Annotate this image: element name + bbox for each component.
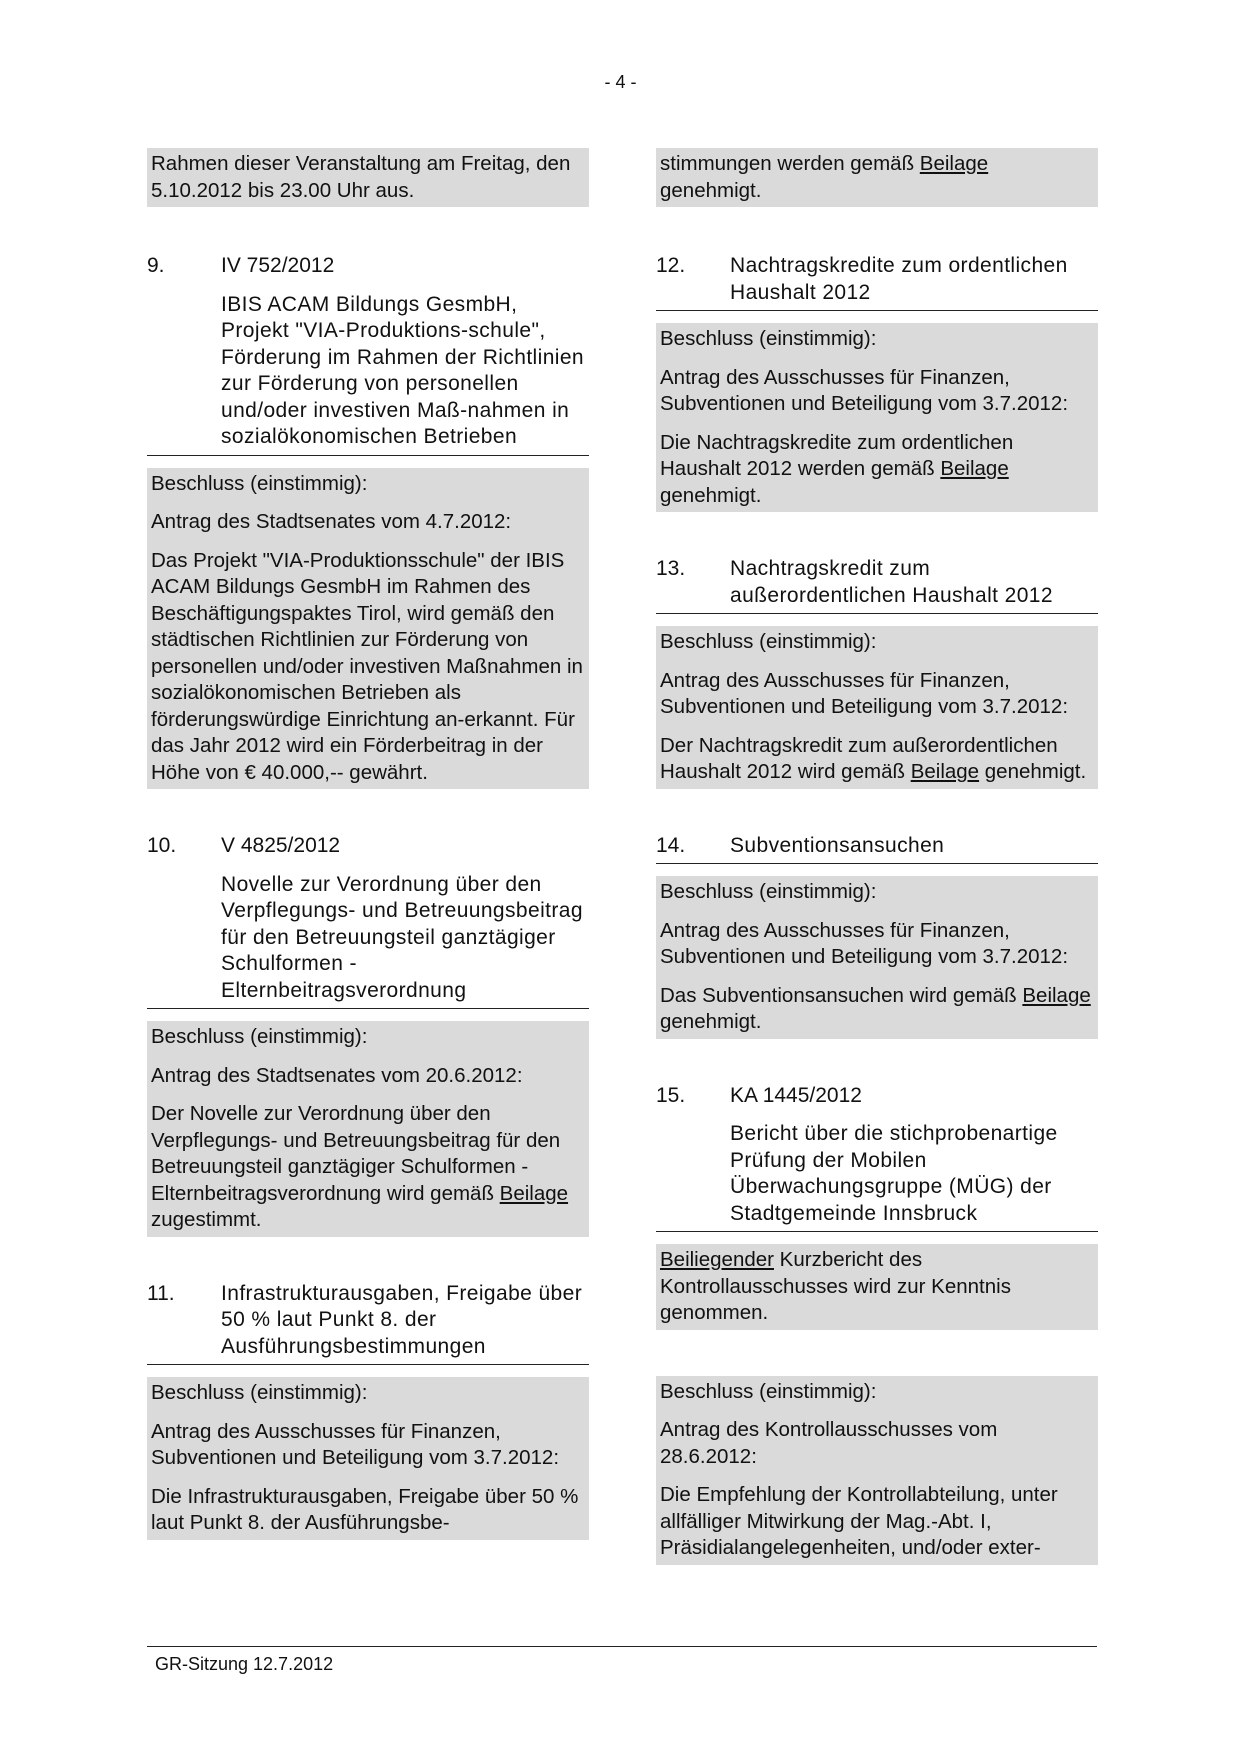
continued-text: stimmungen werden gemäß Beilage genehmigt. — [660, 152, 989, 202]
agenda-item-15 — [656, 1083, 1098, 1565]
resolution-text: Das Projekt "VIA-Produktionsschule" der IBIS ACAM Bildungs GesmbH im Rahmen des Beschäftigungspaktes Tirol, wird gemäß den städtischen Richtlinien zur Förderung von personellen und/oder investiven Maßnahmen in sozialökonomischen Betrieben als förderungswürdige Einrichtung an-erkannt. Für das Jahr 2012 wird ein Förderbeitrag in der Höhe von € 40.000,-- gewährt. — [151, 548, 583, 784]
item-header — [656, 833, 1098, 860]
resolution-box — [656, 626, 1098, 789]
agenda-item-12 — [656, 253, 1098, 512]
motion-label: Antrag des Stadtsenates vom 20.6.2012: — [151, 1063, 523, 1087]
item-title: Subventionsansuchen — [730, 833, 945, 857]
attachment-link[interactable]: Beilage — [910, 760, 980, 783]
attachment-link[interactable]: Beilage — [1022, 983, 1091, 1007]
resolution-label: Beschluss (einstimmig): — [151, 1025, 368, 1048]
agenda-item-13 — [656, 556, 1098, 789]
motion-label: Antrag des Kontrollausschusses vom 28.6.2012: — [660, 1418, 998, 1468]
resolution-label: Beschluss (einstimmig): — [151, 1381, 368, 1404]
resolution-label: Beschluss (einstimmig): — [660, 880, 877, 903]
footer-text: GR-Sitzung 12.7.2012 — [155, 1654, 334, 1674]
divider — [147, 455, 589, 456]
resolution-box — [656, 323, 1098, 512]
divider — [147, 1008, 589, 1009]
item-title: Nachtragskredite zum ordentlichen Haushalt 2012 — [730, 254, 1068, 304]
item-number: 12. — [656, 254, 686, 277]
resolution-box — [656, 876, 1098, 1039]
resolution-label: Beschluss (einstimmig): — [660, 327, 877, 350]
agenda-item-11 — [147, 1281, 589, 1540]
agenda-item-9 — [147, 253, 589, 789]
resolution-text: Die Nachtragskredite zum ordentlichen Haushalt 2012 werden gemäß Beilage genehmigt. — [660, 430, 1014, 507]
item-header — [656, 1083, 1098, 1228]
item-title: Nachtragskredit zum außerordentlichen Haushalt 2012 — [730, 557, 1053, 607]
resolution-text: Der Nachtragskredit zum außerordentlichen Haushalt 2012 wird gemäß Beilage genehmigt. — [660, 733, 1087, 783]
item-title: Infrastrukturausgaben, Freigabe über 50 % laut Punkt 8. der Ausführungsbestimmungen — [221, 1281, 583, 1358]
item-title: Bericht über die stichprobenartige Prüfung der Mobilen Überwachungsgruppe (MÜG) der Stadtgemeinde Innsbruck — [730, 1122, 1058, 1225]
item-number: 10. — [147, 834, 177, 857]
item-number: 9. — [147, 254, 165, 277]
continued-text-box — [656, 148, 1098, 207]
attachment-link[interactable]: Beilage — [919, 152, 989, 175]
item-header — [147, 253, 589, 451]
note-box — [656, 1244, 1098, 1330]
resolution-label: Beschluss (einstimmig): — [660, 1379, 877, 1403]
resolution-box — [147, 1021, 589, 1237]
continued-text: Rahmen dieser Veranstaltung am Freitag, den 5.10.2012 bis 23.00 Uhr aus. — [151, 152, 571, 202]
note-text: Beiliegender Kurzbericht des Kontrollausschusses wird zur Kenntnis genommen. — [660, 1248, 1011, 1324]
item-code: IV 752/2012 — [221, 254, 335, 277]
attachment-link[interactable]: Beiliegender — [660, 1248, 774, 1271]
resolution-box — [147, 1377, 589, 1540]
resolution-label: Beschluss (einstimmig): — [151, 471, 368, 495]
motion-label: Antrag des Ausschusses für Finanzen, Subventionen und Beteiligung vom 3.7.2012: — [660, 918, 1069, 968]
resolution-text: Die Infrastrukturausgaben, Freigabe über 50 % laut Punkt 8. der Ausführungsbe- — [151, 1484, 579, 1534]
item-code: KA 1445/2012 — [730, 1083, 862, 1107]
left-column — [147, 148, 589, 1540]
divider — [656, 863, 1098, 864]
motion-label: Antrag des Stadtsenates vom 4.7.2012: — [151, 510, 512, 533]
motion-label: Antrag des Ausschusses für Finanzen, Subventionen und Beteiligung vom 3.7.2012: — [660, 365, 1069, 415]
item-title: Novelle zur Verordnung über den Verpflegungs- und Betreuungsbeitrag für den Betreuungsteil ganztägiger Schulformen - Elternbeitragsverordnung — [221, 872, 583, 1002]
attachment-link[interactable]: Beilage — [499, 1181, 569, 1205]
attachment-link[interactable]: Beilage — [940, 457, 1009, 480]
footer-divider — [147, 1646, 1097, 1647]
resolution-text: Die Empfehlung der Kontrollabteilung, unter allfälliger Mitwirkung der Mag.-Abt. I, Präsidialangelegenheiten, und/oder exter- — [660, 1483, 1058, 1559]
resolution-text: Das Subventionsansuchen wird gemäß Beilage genehmigt. — [660, 983, 1091, 1033]
continued-text-box — [147, 148, 589, 207]
item-number: 15. — [656, 1083, 686, 1107]
agenda-item-10 — [147, 833, 589, 1237]
resolution-box — [656, 1376, 1098, 1565]
divider — [656, 310, 1098, 311]
item-code: V 4825/2012 — [221, 834, 341, 857]
item-title: IBIS ACAM Bildungs GesmbH, Projekt "VIA-Produktions-schule", Förderung im Rahmen der Richtlinien zur Förderung von personellen und/oder investiven Maß-nahmen in sozialökonomischen Betrieben — [221, 292, 584, 448]
item-number: 11. — [147, 1281, 175, 1305]
item-number: 13. — [656, 557, 686, 580]
divider — [147, 1364, 589, 1365]
divider — [656, 613, 1098, 614]
resolution-box — [147, 468, 589, 790]
motion-label: Antrag des Ausschusses für Finanzen, Subventionen und Beteiligung vom 3.7.2012: — [660, 668, 1069, 718]
resolution-text: Der Novelle zur Verordnung über den Verpflegungs- und Betreuungsbeitrag für den Betreuungsteil ganztägiger Schulformen - Elternbeitragsverordnung wird gemäß Beilage zugestimmt. — [151, 1102, 569, 1231]
item-header — [147, 833, 589, 1004]
item-header — [656, 253, 1098, 306]
divider — [656, 1231, 1098, 1232]
resolution-label: Beschluss (einstimmig): — [660, 630, 877, 653]
agenda-item-14 — [656, 833, 1098, 1039]
item-header — [656, 556, 1098, 609]
item-header — [147, 1281, 589, 1361]
motion-label: Antrag des Ausschusses für Finanzen, Subventionen und Beteiligung vom 3.7.2012: — [151, 1419, 560, 1469]
right-column — [656, 148, 1098, 1565]
page-number: - 4 - — [604, 72, 637, 92]
item-number: 14. — [656, 833, 686, 857]
